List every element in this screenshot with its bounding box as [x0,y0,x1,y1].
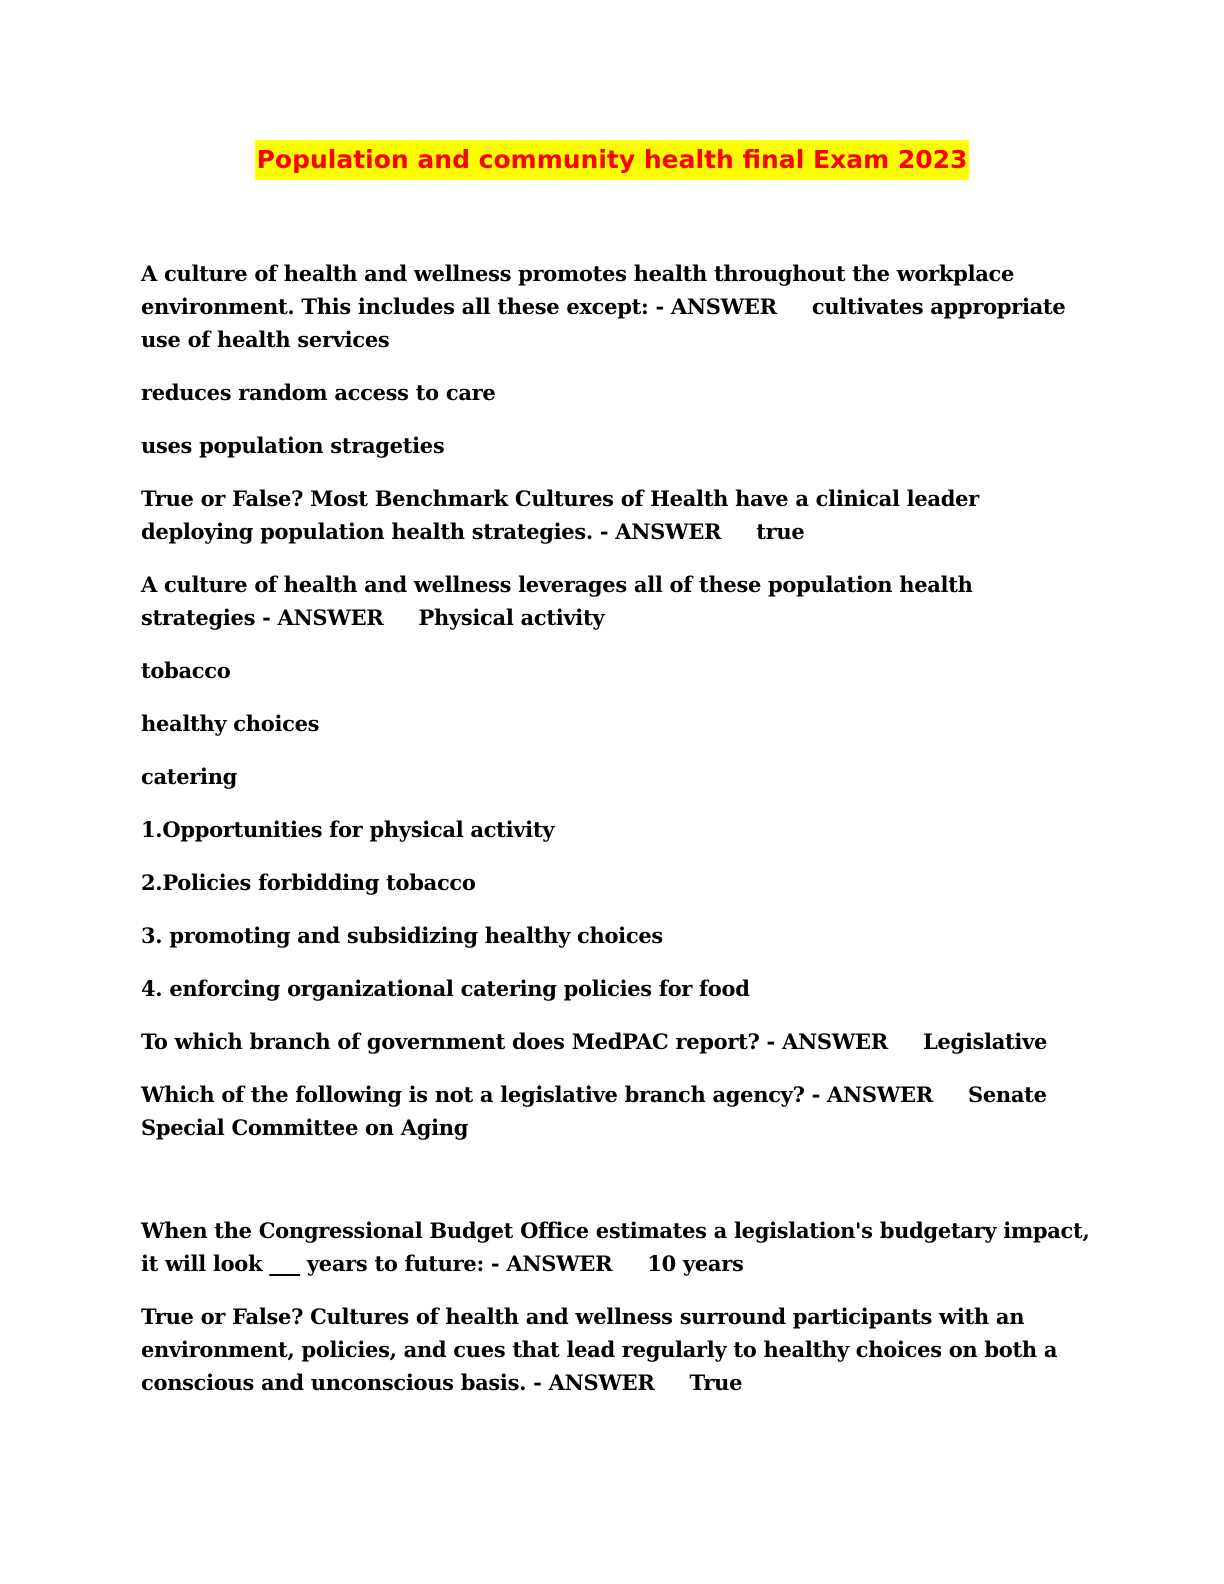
question-3: A culture of health and wellness leverages all of these population health strategies - ANSWER Physical activity [141,572,980,630]
question-4: To which branch of government does MedPAC report? - ANSWER Legislative [141,1029,1048,1054]
document-body [141,257,1097,1419]
spacer [141,1164,1091,1214]
list-item: 4. enforcing organizational catering policies for food [141,976,750,1001]
question-6: When the Congressional Budget Office estimates a legislation's budgetary impact, it will look ___ years to future: - ANSWER 10 years [141,1218,1097,1276]
answer-option: reduces random access to care [141,380,496,405]
answer-option: catering [141,764,238,789]
question-5: Which of the following is not a legislative branch agency? - ANSWER Senate Special Committee on Aging [141,1082,1054,1140]
answer-option: healthy choices [141,711,320,736]
answer-option: tobacco [141,658,231,683]
question-1: A culture of health and wellness promotes health throughout the workplace environment. This includes all these except: - ANSWER cultivates appropriate use of health services [141,261,1073,352]
question-2: True or False? Most Benchmark Cultures of Health have a clinical leader deploying population health strategies. - ANSWER true [141,486,986,544]
page-title: Population and community health final Exam 2023 [255,140,970,180]
answer-option: uses population stragеties [141,433,445,458]
list-item: 1.Opportunities for physical activity [141,817,555,842]
list-item: 3. promoting and subsidizing healthy choices [141,923,663,948]
question-7: True or False? Cultures of health and wellness surround participants with an environment, policies, and cues that lead regularly to healthy choices on both a conscious and unconscious basis. - ANSWER True [141,1304,1065,1395]
list-item: 2.Policies forbidding tobacco [141,870,476,895]
title-block [0,140,1224,180]
